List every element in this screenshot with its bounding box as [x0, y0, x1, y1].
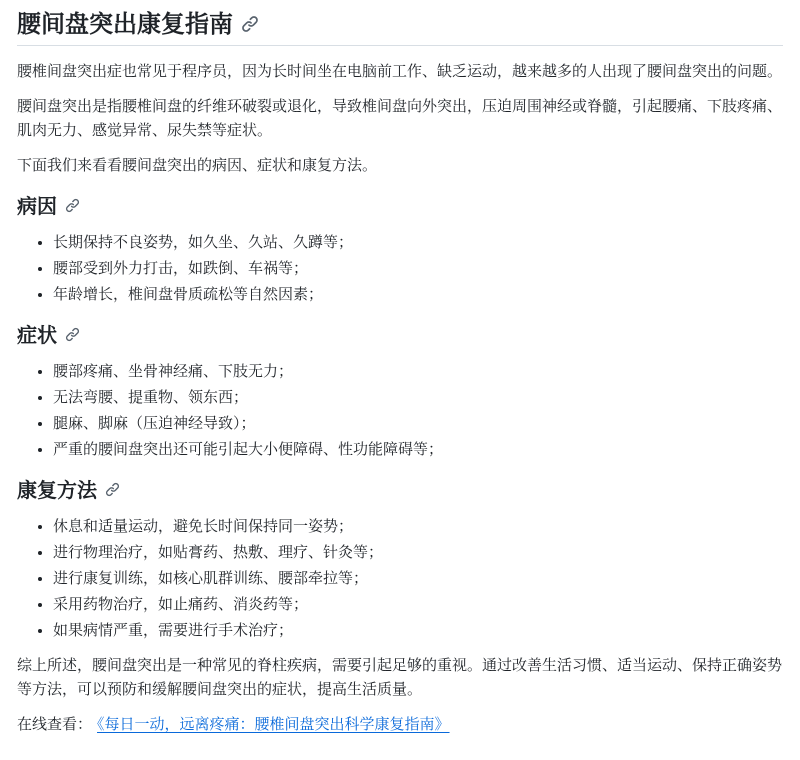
link-icon	[241, 15, 259, 33]
link-icon	[65, 327, 80, 342]
list-item: • 年龄增长，椎间盘骨质疏松等自然因素；	[53, 283, 783, 307]
page-title-text: 腰间盘突出康复指南	[17, 11, 233, 38]
causes-anchor-link[interactable]	[65, 196, 80, 218]
list-item: • 进行康复训练，如核心肌群训练、腰部牵拉等；	[53, 567, 783, 591]
section-heading-symptoms	[17, 323, 783, 349]
title-anchor-link[interactable]	[241, 11, 259, 38]
intro-paragraph-1: 腰椎间盘突出症也常见于程序员，因为长时间坐在电脑前工作、缺乏运动，越来越多的人出现了腰间盘突出的问题。	[17, 63, 783, 80]
intro-paragraph-3: 下面我们来看看腰间盘突出的病因、症状和康复方法。	[17, 157, 378, 174]
list-item: • 无法弯腰、提重物、领东西；	[53, 386, 783, 410]
page-title	[17, 10, 783, 46]
section-heading-causes	[17, 194, 783, 220]
recovery-anchor-link[interactable]	[105, 480, 120, 502]
recovery-list	[17, 515, 783, 643]
section-heading-recovery	[17, 478, 783, 504]
section-heading-recovery-text: 康复方法	[17, 480, 97, 502]
section-heading-causes-text: 病因	[17, 196, 57, 218]
conclusion-paragraph: 综上所述，腰间盘突出是一种常见的脊柱疾病，需要引起足够的重视。通过改善生活习惯、适当运动、保持正确姿势等方法，可以预防和缓解腰间盘突出的症状，提高生活质量。	[17, 657, 783, 698]
list-item: • 采用药物治疗，如止痛药、消炎药等；	[53, 593, 783, 617]
causes-list	[17, 231, 783, 307]
view-online-link[interactable]: 《每日一动，远离疼痛：腰椎间盘突出科学康复指南》	[97, 716, 450, 733]
view-online-label: 在线查看：	[17, 716, 93, 733]
view-online-line	[17, 713, 783, 737]
symptoms-list	[17, 360, 783, 462]
list-item: • 如果病情严重，需要进行手术治疗；	[53, 619, 783, 643]
section-heading-symptoms-text: 症状	[17, 325, 57, 347]
intro-paragraph-2: 腰间盘突出是指腰椎间盘的纤维环破裂或退化，导致椎间盘向外突出，压迫周围神经或脊髓，引起腰痛、下肢疼痛、肌肉无力、感觉异常、尿失禁等症状。	[17, 98, 783, 139]
list-item: • 腰部受到外力打击，如跌倒、车祸等；	[53, 257, 783, 281]
list-item: • 休息和适量运动，避免长时间保持同一姿势；	[53, 515, 783, 539]
list-item: • 腰部疼痛、坐骨神经痛、下肢无力；	[53, 360, 783, 384]
list-item: • 腿麻、脚麻（压迫神经导致）；	[53, 412, 783, 436]
symptoms-anchor-link[interactable]	[65, 325, 80, 347]
link-icon	[105, 482, 120, 497]
list-item: • 长期保持不良姿势，如久坐、久站、久蹲等；	[53, 231, 783, 255]
link-icon	[65, 198, 80, 213]
list-item: • 严重的腰间盘突出还可能引起大小便障碍、性功能障碍等；	[53, 438, 783, 462]
list-item: • 进行物理治疗，如贴膏药、热敷、理疗、针灸等；	[53, 541, 783, 565]
